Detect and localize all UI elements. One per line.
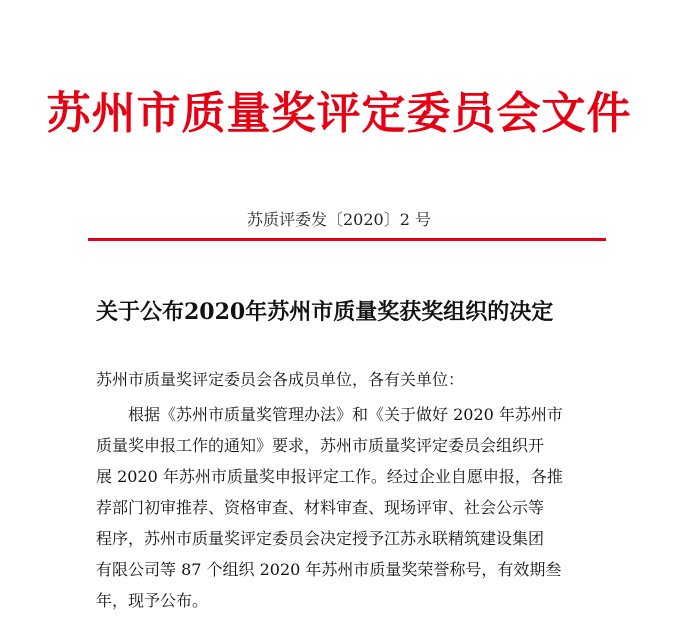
body-line: 展 2020 年苏州市质量奖申报评定工作。经过企业自愿申报，各推 <box>96 467 563 486</box>
document-title: 关于公布2020年苏州市质量奖获奖组织的决定 <box>96 299 554 325</box>
body-line: 程序，苏州市质量奖评定委员会决定授予江苏永联精筑建设集团 <box>96 529 545 548</box>
salutation: 苏州市质量奖评定委员会各成员单位，各有关单位： <box>96 370 465 389</box>
body-line: 年，现予公布。 <box>96 591 209 610</box>
red-divider-line <box>88 238 606 241</box>
body-line: 有限公司等 87 个组织 2020 年苏州市质量奖荣誉称号，有效期叁 <box>96 560 562 579</box>
body-line: 质量奖申报工作的通知》要求，苏州市质量奖评定委员会组织开 <box>96 436 545 455</box>
issuing-authority-header: 苏州市质量奖评定委员会文件 <box>46 88 632 139</box>
body-line: 根据《苏州市质量奖管理办法》和《关于做好 2020 年苏州市 <box>128 405 563 424</box>
body-line: 荐部门初审推荐、资格审查、材料审查、现场评审、社会公示等 <box>96 498 545 517</box>
document-number: 苏质评委发〔2020〕2 号 <box>247 210 431 229</box>
body-paragraph <box>96 399 600 616</box>
